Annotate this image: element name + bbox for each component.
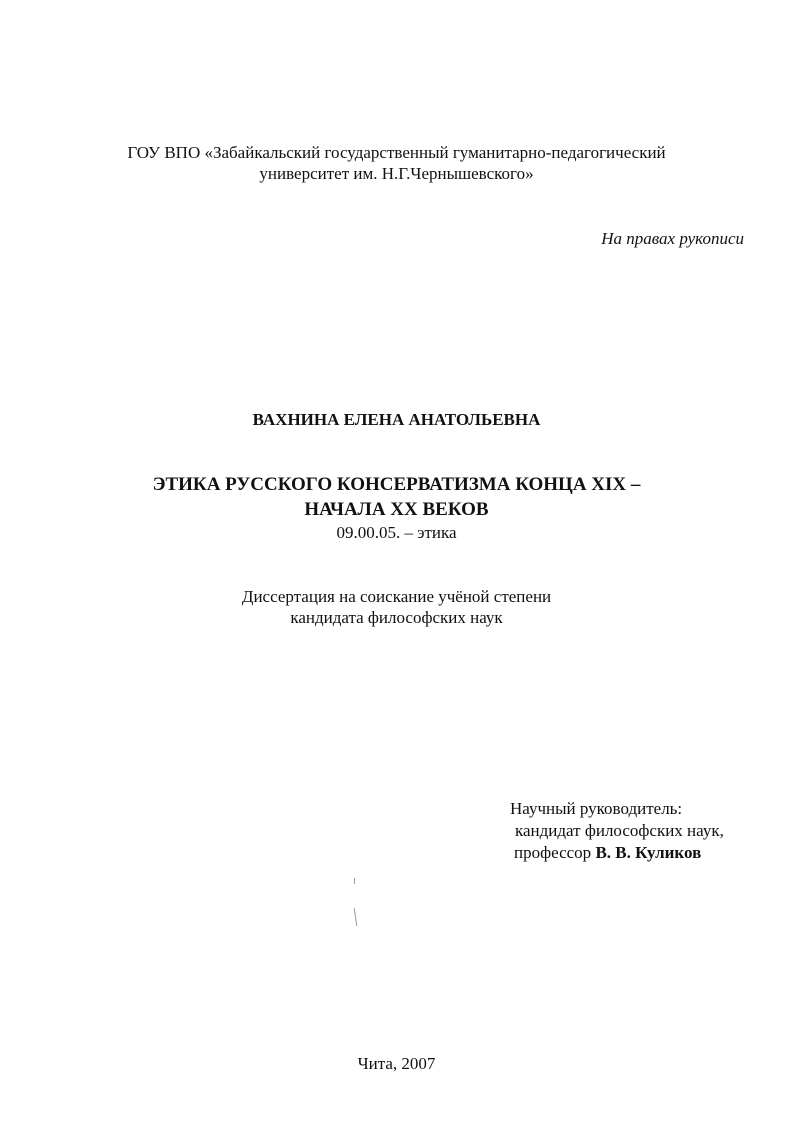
thesis-title-line-1: ЭТИКА РУССКОГО КОНСЕРВАТИЗМА КОНЦА XIX – xyxy=(152,474,641,495)
supervisor-label: Научный руководитель: xyxy=(510,799,683,818)
degree-line-2: кандидата философских наук xyxy=(290,608,503,627)
institution-line-2: университет им. Н.Г.Чернышевского» xyxy=(259,164,534,183)
supervisor-title: профессор xyxy=(514,843,592,862)
supervisor-title-line xyxy=(514,842,701,864)
place-year: Чита, 2007 xyxy=(357,1054,436,1073)
supervisor-name: В. В. Куликов xyxy=(595,843,702,862)
degree-line-1: Диссертация на соискание учёной степени xyxy=(241,587,552,606)
supervisor-degree: кандидат философских наук, xyxy=(515,821,724,840)
manuscript-rights-note: На правах рукописи xyxy=(601,229,744,248)
specialty-code: 09.00.05. – этика xyxy=(336,523,457,542)
thesis-title-line-2: НАЧАЛА XX ВЕКОВ xyxy=(304,499,489,520)
scan-speck xyxy=(354,878,355,884)
institution-line-1: ГОУ ВПО «Забайкальский государственный гуманитарно-педагогический xyxy=(127,143,666,162)
scan-speck xyxy=(354,908,357,926)
author-name: ВАХНИНА ЕЛЕНА АНАТОЛЬЕВНА xyxy=(252,410,541,429)
